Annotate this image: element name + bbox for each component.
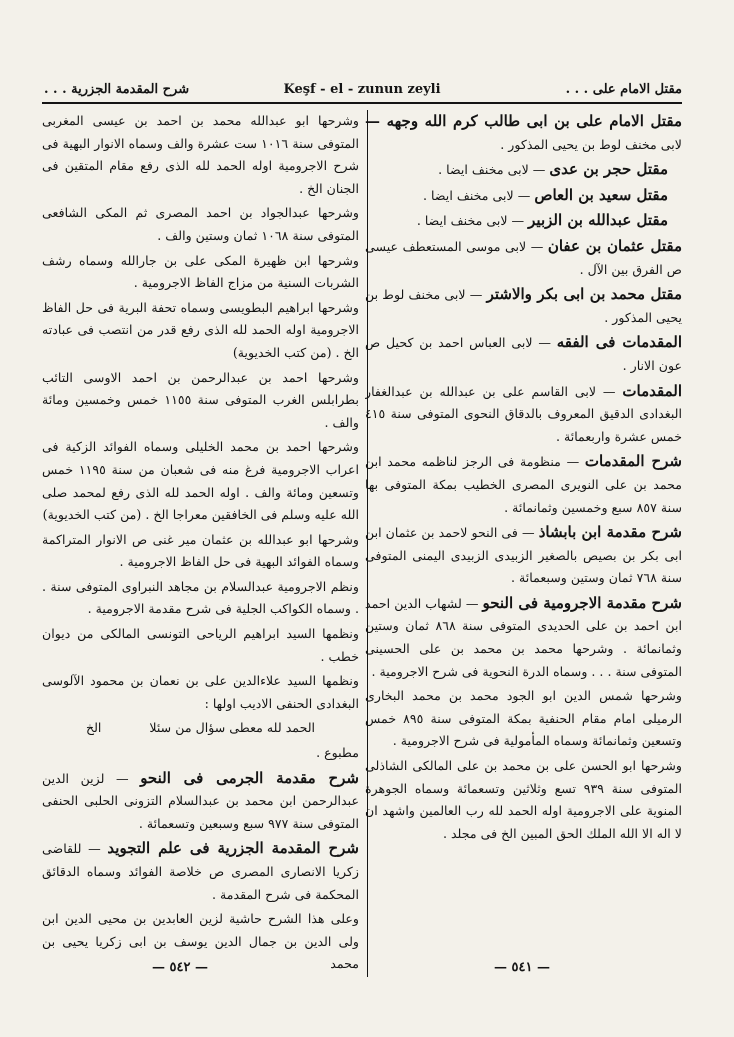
text-columns: [42, 110, 682, 977]
entry-heading: مقتل عثمان بن عفان: [547, 236, 682, 255]
entry: [365, 331, 682, 377]
entry-heading: شرح مقدمة الجرمى فى النحو: [140, 768, 359, 787]
entry: [365, 521, 682, 590]
entry-text: — لابى العباس احمد بن كحيل ص عون الانار .: [365, 335, 682, 373]
entry-heading: مقتل الامام على بن ابى طالب كرم الله وجهه —: [365, 112, 682, 130]
entry-text: وشرحها شمس الدين ابو الجود محمد بن محمد البخارى الرميلى امام مقام الحنفية بمكة المتوفى سنة ٨٩٥ خمس وتسعين وثمانمائة وسماه المأمولية فى شرح الاجرومية .: [365, 688, 682, 749]
entry: [42, 110, 359, 200]
entry: [42, 623, 359, 668]
entry: [365, 450, 682, 519]
entry-heading: شرح المقدمات: [584, 452, 682, 471]
entry-text: وشرحها احمد بن محمد الخليلى وسماه الفوائد الزكية فى اعراب الاجرومية فرغ منه فى شعبان من سنة ١١٩٥ خمس وتسعين ومائة والف . اوله الحمد لله الذى رفع لمحمد صلى الله عليه وسلم فى الخافقين معراجا الخ . (من كتب الخديوية): [42, 439, 359, 523]
entry-text: ونظمها السيد ابراهيم الرياحى التونسى المالكى من ديوان خطب .: [42, 626, 359, 664]
entry-text: لابى مخنف لوط بن يحيى المذكور .: [500, 136, 682, 152]
verse-line: [42, 717, 359, 740]
entry-text: ونظمها السيد علاءالدين على بن نعمان بن محمود الآلوسى البغدادى الحنفى الاديب اولها :: [42, 673, 359, 711]
entry: [42, 742, 359, 765]
entry-text: وشرحها ابو الحسن على بن محمد بن على المالكى الشاذلى المتوفى سنة ٩٣٩ تسع وثلاثين وتسعمائة وسماه الجوهرة المنوية على الاجرومية اوله الحمد لله رب العالمين واشهد ان لا اله الا الله الملك الحق المبين الخ فى مجلد .: [365, 758, 682, 841]
entry-text: وشرحها ابن ظهيرة المكى على بن جارالله وسماه رشف الشربات السنية من مزاج الفاظ الاجرومية .: [42, 252, 359, 291]
entry-text: — فى النحو لاحمد بن عثمان ابن ابى بكر بن بصيص بالصغير الزبيدى الزبيدى اليمنى المتوفى سنة ٧٦٨ ثمان وستين وسبعمائة .: [365, 525, 682, 586]
entry-text: — لابى مخنف ايضا .: [438, 162, 546, 178]
entry-heading: مقتل سعيد بن العاص: [534, 185, 668, 204]
entry: [42, 670, 359, 715]
entry-heading: شرح مقدمة الاجرومية فى النحو: [482, 593, 682, 612]
entry: [365, 209, 682, 233]
running-header: [42, 74, 682, 104]
entry: [42, 837, 359, 906]
entry-text: وشرحها ابو عبدالله محمد بن احمد بن عيسى المغربى المتوفى سنة ١٠١٦ ست عشرة والف وسماه الانوار البهية فى شرح الاجرومية اوله الحمد لله الذى رفع مقام المتقين فى الجنان الخ .: [42, 113, 359, 196]
entry-heading: مقتل محمد بن ابى بكر والاشتر: [486, 285, 682, 304]
entry-text: — لابى مخنف لوط بن يحيى المذكور .: [365, 287, 682, 325]
entry: [42, 436, 359, 526]
entry-heading: شرح المقدمة الجزرية فى علم التجويد: [107, 839, 359, 858]
entry-text: ونظم الاجرومية عبدالسلام بن مجاهد النبراوى المتوفى سنة . . وسماه الكواكب الجلية فى شرح مقدمة الاجرومية .: [42, 578, 359, 617]
entry-text: مطبوع .: [316, 745, 359, 761]
entry: [42, 297, 359, 365]
entry-heading: مقتل عبدالله بن الزبير: [528, 211, 668, 230]
entry-text: وشرحها احمد بن عبدالرحمن بن احمد الاوسى التائب بطرابلس الغرب المتوفى سنة ١١٥٥ خمس وخمسين ومائة والف .: [42, 369, 359, 430]
entry: [365, 110, 682, 156]
entry-text: وشرحها عبدالجواد بن احمد المصرى ثم المكى الشافعى المتوفى سنة ١٠٦٨ ثمان وستين والف .: [42, 205, 359, 243]
entry: [42, 767, 359, 836]
header-rule: [42, 102, 682, 104]
entry-text: — لزين الدين عبدالرحمن ابن محمد بن عبدالسلام التزونى الحلبى الحنفى المتوفى سنة ٩٧٧ سبع وسبعين وتسعمائة .: [42, 770, 359, 831]
verse-hemistich: الخ: [85, 720, 102, 736]
entry-text: — منظومة فى الرجز لناظمه محمد ابن محمد بن على النويرى المصرى الخطيب بمكة المتوفى بها سنة ٨٥٧ سبع وخمسين وثمانمائة .: [365, 454, 682, 515]
entry-heading: المقدمات فى الفقه: [556, 333, 682, 352]
entry: [365, 685, 682, 753]
entry-text: — لشهاب الدين احمد ابن احمد بن على الحديدى المتوفى سنة ٨٦٨ ثمان وستين وثمانمائة . وشرحها محمد بن محمد بن على الحسينى المتوفى سنة . . . وسماه الدرة النحوية فى شرح الاجرومية .: [365, 595, 682, 679]
entry-text: — لابى مخنف ايضا .: [416, 213, 525, 229]
entry-text: وعلى هذا الشرح حاشية لزين العابدين بن محيى الدين ابن ولى الدين بن جمال الدين يوسف بن ابى زكريا يحيى بن محمد: [42, 911, 359, 972]
entry: [365, 184, 682, 208]
entry-heading: المقدمات: [622, 381, 682, 400]
entry-text: — لابى مخنف ايضا .: [423, 187, 531, 203]
entry: [42, 250, 359, 295]
verse-hemistich: الحمد لله معطى سؤال من سئلا: [149, 720, 316, 736]
page-number-right: — ٥٤١ —: [493, 960, 550, 975]
column-divider: [367, 110, 368, 977]
entry-heading: مقتل حجر بن عدى: [549, 160, 668, 179]
entry-text: — لابى موسى المستعطف عيسى ص الفرق بين الآل .: [365, 238, 682, 277]
page-number-left: — ٥٤٢ —: [152, 960, 209, 975]
entry-heading: شرح مقدمة ابن بابشاذ: [538, 523, 682, 542]
left-column: [42, 110, 359, 977]
header-center-title: Keşf - el - zunun zeyli: [283, 82, 441, 97]
entry-text: — لابى القاسم على بن عبدالله بن عبدالغفار البغدادى الدقيق المعروف بالدقاق النحوى المتوفى سنة ٤١٥ خمس عشرة واربعمائة .: [365, 383, 682, 444]
header-left-title: شرح المقدمة الجزرية . . .: [44, 82, 190, 97]
entry: [365, 235, 682, 281]
entry-text: — للقاضى زكريا الانصارى المصرى ص خلاصة الفوائد وسماه الدقائق المحكمة فى شرح المقدمة .: [42, 841, 359, 902]
entry-text: وشرحها ابراهيم البطويسى وسماه تحفة البرية فى حل الفاظ الاجرومية اوله الحمد لله الذى رفع قدر من انتصب فى عبادته الخ . (من كتب الخديوية): [42, 299, 359, 360]
right-column: [365, 110, 682, 977]
entry: [42, 576, 359, 621]
entry: [42, 367, 359, 435]
header-right-title: مقتل الامام على . . .: [565, 82, 682, 97]
entry-text: وشرحها ابو عبدالله بن عثمان مير غنى ص الانوار المتراكمة وسماه الفوائد البهية فى حل الفاظ الاجرومية .: [42, 531, 359, 570]
entry: [42, 529, 359, 574]
entry: [42, 202, 359, 247]
entry: [365, 592, 682, 683]
entry: [365, 380, 682, 449]
entry: [365, 283, 682, 329]
entry: [365, 755, 682, 845]
entry: [365, 158, 682, 182]
